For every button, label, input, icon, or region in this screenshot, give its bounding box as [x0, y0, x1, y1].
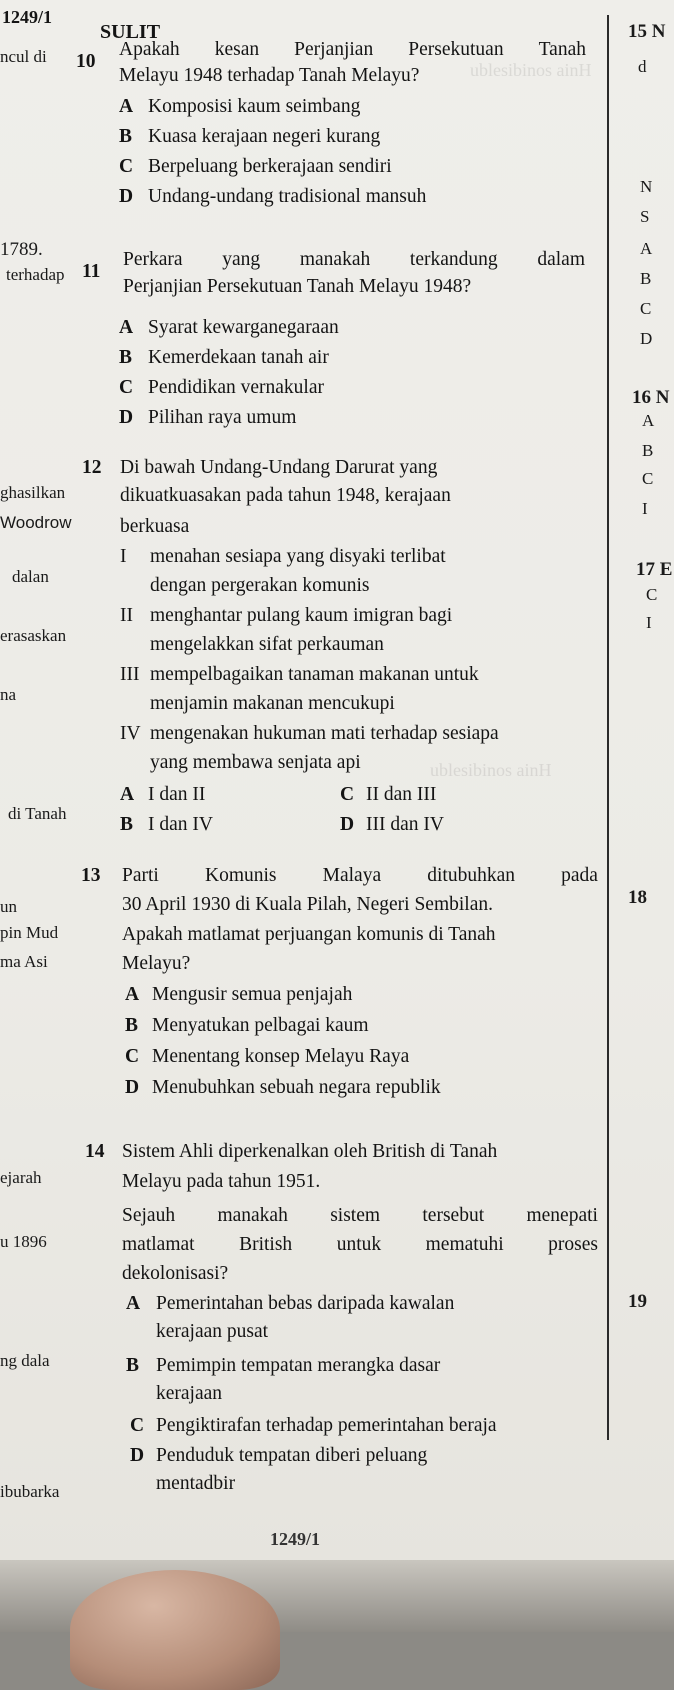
option-letter: C — [119, 156, 134, 177]
option-letter: D — [119, 407, 134, 428]
statement-roman: IV — [120, 723, 141, 744]
option-text: Menubuhkan sebuah negara republik — [152, 1077, 441, 1098]
option-text: Komposisi kaum seimbang — [148, 96, 361, 117]
classification-label: SULIT — [100, 21, 161, 43]
option-letter: A — [119, 317, 134, 338]
option-letter: D — [130, 1445, 145, 1466]
statement-text: menahan sesiapa yang disyaki terlibat — [150, 546, 446, 567]
option-letter: A — [126, 1293, 141, 1314]
option-letter: B — [120, 814, 134, 835]
question-stem-line: Perjanjian Persekutuan Tanah Melayu 1948? — [123, 276, 472, 297]
edge-fragment: d — [638, 57, 647, 76]
option-text: Menyatukan pelbagai kaum — [152, 1015, 369, 1036]
edge-fragment: ejarah — [0, 1168, 42, 1187]
edge-fragment: ng dala — [0, 1351, 50, 1370]
question-stem-line: Melayu? — [122, 953, 191, 974]
option-text: I dan II — [148, 784, 206, 805]
edge-fragment: D — [640, 329, 653, 348]
option-text: Pilihan raya umum — [148, 407, 297, 428]
option-letter: B — [126, 1355, 140, 1376]
paper-code: 1249/1 — [2, 7, 53, 27]
question-stem-line: Sejauh manakah sistem tersebut menepati — [122, 1205, 598, 1226]
question-number: 14 — [85, 1141, 105, 1162]
edge-fragment: u 1896 — [0, 1232, 47, 1251]
edge-fragment: 17 E — [636, 559, 673, 580]
edge-fragment: 1789. — [0, 239, 43, 260]
option-text: Penduduk tempatan diberi peluang — [156, 1445, 428, 1466]
option-text: Kuasa kerajaan negeri kurang — [148, 126, 381, 147]
edge-fragment: Woodrow — [0, 513, 72, 532]
question-number: 11 — [82, 261, 101, 282]
option-letter: C — [125, 1046, 140, 1067]
edge-fragment: C — [640, 299, 652, 318]
column-divider — [607, 15, 609, 1440]
option-letter: D — [119, 186, 134, 207]
edge-fragment: erasaskan — [0, 626, 67, 645]
finger-photo-artifact — [70, 1570, 280, 1690]
question-stem-line: Melayu pada tahun 1951. — [122, 1171, 321, 1192]
option-text: Mengusir semua penjajah — [152, 984, 353, 1005]
edge-fragment: A — [640, 239, 653, 258]
edge-fragment: dalan — [12, 567, 49, 586]
edge-fragment: A — [642, 411, 655, 430]
edge-fragment: ghasilkan — [0, 483, 66, 502]
option-text: kerajaan — [156, 1383, 223, 1404]
statement-text: mengenakan hukuman mati terhadap sesiapa — [150, 723, 499, 744]
statement-roman: III — [120, 664, 140, 685]
question-stem-line: Di bawah Undang-Undang Darurat yang — [120, 457, 438, 478]
edge-fragment: na — [0, 685, 17, 704]
option-text: Pemerintahan bebas daripada kawalan — [156, 1293, 455, 1314]
question-stem-line: dekolonisasi? — [122, 1263, 229, 1284]
option-letter: C — [340, 784, 355, 805]
option-text: Menentang konsep Melayu Raya — [152, 1046, 410, 1067]
edge-fragment: B — [640, 269, 652, 288]
edge-fragment: N — [640, 177, 653, 196]
question-number: 10 — [76, 51, 96, 72]
edge-fragment: ncul di — [0, 47, 47, 66]
option-text: mentadbir — [156, 1473, 236, 1494]
edge-fragment: I — [646, 613, 652, 632]
option-letter: C — [130, 1415, 145, 1436]
question-stem-line: matlamat British untuk mematuhi proses — [122, 1234, 598, 1255]
edge-fragment: ma Asi — [0, 952, 48, 971]
edge-fragment: B — [642, 441, 654, 460]
option-text: II dan III — [366, 784, 437, 805]
question-stem-line: dikuatkuasakan pada tahun 1948, kerajaan — [120, 485, 451, 506]
question-stem-line: Apakah kesan Perjanjian Persekutuan Tanah — [119, 39, 586, 60]
option-text: III dan IV — [366, 814, 444, 835]
option-text: Kemerdekaan tanah air — [148, 347, 329, 368]
option-text: Syarat kewarganegaraan — [148, 317, 339, 338]
statement-text: dengan pergerakan komunis — [150, 575, 370, 596]
statement-roman: I — [120, 546, 127, 567]
question-stem-line: Sistem Ahli diperkenalkan oleh British di Tanah — [122, 1141, 498, 1162]
question-stem-line: Melayu 1948 terhadap Tanah Melayu? — [119, 65, 420, 86]
edge-fragment: 19 — [628, 1291, 647, 1312]
option-text: Pendidikan vernakular — [148, 377, 324, 398]
question-number: 13 — [81, 865, 101, 886]
edge-fragment: di Tanah — [8, 804, 67, 823]
option-letter: B — [119, 126, 133, 147]
edge-fragment: 16 N — [632, 387, 670, 408]
option-text: Pemimpin tempatan merangka dasar — [156, 1355, 441, 1376]
edge-fragment: C — [642, 469, 654, 488]
edge-fragment: C — [646, 585, 658, 604]
edge-fragment: S — [640, 207, 650, 226]
option-text: I dan IV — [148, 814, 213, 835]
option-letter: B — [125, 1015, 139, 1036]
option-letter: C — [119, 377, 134, 398]
option-letter: B — [119, 347, 133, 368]
question-number: 12 — [82, 457, 102, 478]
option-letter: A — [119, 96, 134, 117]
question-stem-line: Parti Komunis Malaya ditubuhkan pada — [122, 865, 598, 886]
option-letter: A — [125, 984, 140, 1005]
edge-fragment: un — [0, 897, 17, 916]
edge-fragment: pin Mud — [0, 923, 59, 942]
statement-text: mempelbagaikan tanaman makanan untuk — [150, 664, 479, 685]
bleed-through: ublesibinos ainH — [470, 60, 592, 80]
option-text: Pengiktirafan terhadap pemerintahan beraja — [156, 1415, 497, 1436]
statement-text: mengelakkan sifat perkauman — [150, 634, 384, 655]
edge-fragment: terhadap — [6, 265, 65, 284]
statement-text: menghantar pulang kaum imigran bagi — [150, 605, 453, 626]
option-letter: A — [120, 784, 135, 805]
option-text: Undang-undang tradisional mansuh — [148, 186, 427, 207]
option-text: Berpeluang berkerajaan sendiri — [148, 156, 392, 177]
bleed-through: ublesibinos ainH — [430, 760, 552, 780]
edge-fragment: I — [642, 499, 648, 518]
edge-fragment: 18 — [628, 887, 647, 908]
edge-fragment: 15 N — [628, 21, 666, 42]
question-stem-line: Perkara yang manakah terkandung dalam — [123, 249, 585, 270]
question-stem-line: Apakah matlamat perjuangan komunis di Tanah — [122, 924, 496, 945]
option-letter: D — [340, 814, 355, 835]
statement-roman: II — [120, 605, 133, 626]
footer-code: 1249/1 — [270, 1529, 321, 1549]
question-stem-line: berkuasa — [120, 516, 190, 537]
option-letter: D — [125, 1077, 140, 1098]
option-text: kerajaan pusat — [156, 1321, 269, 1342]
edge-fragment: ibubarka — [0, 1482, 60, 1501]
question-stem-line: 30 April 1930 di Kuala Pilah, Negeri Sembilan. — [122, 894, 493, 915]
statement-text: menjamin makanan mencukupi — [150, 693, 395, 714]
statement-text: yang membawa senjata api — [150, 752, 361, 773]
